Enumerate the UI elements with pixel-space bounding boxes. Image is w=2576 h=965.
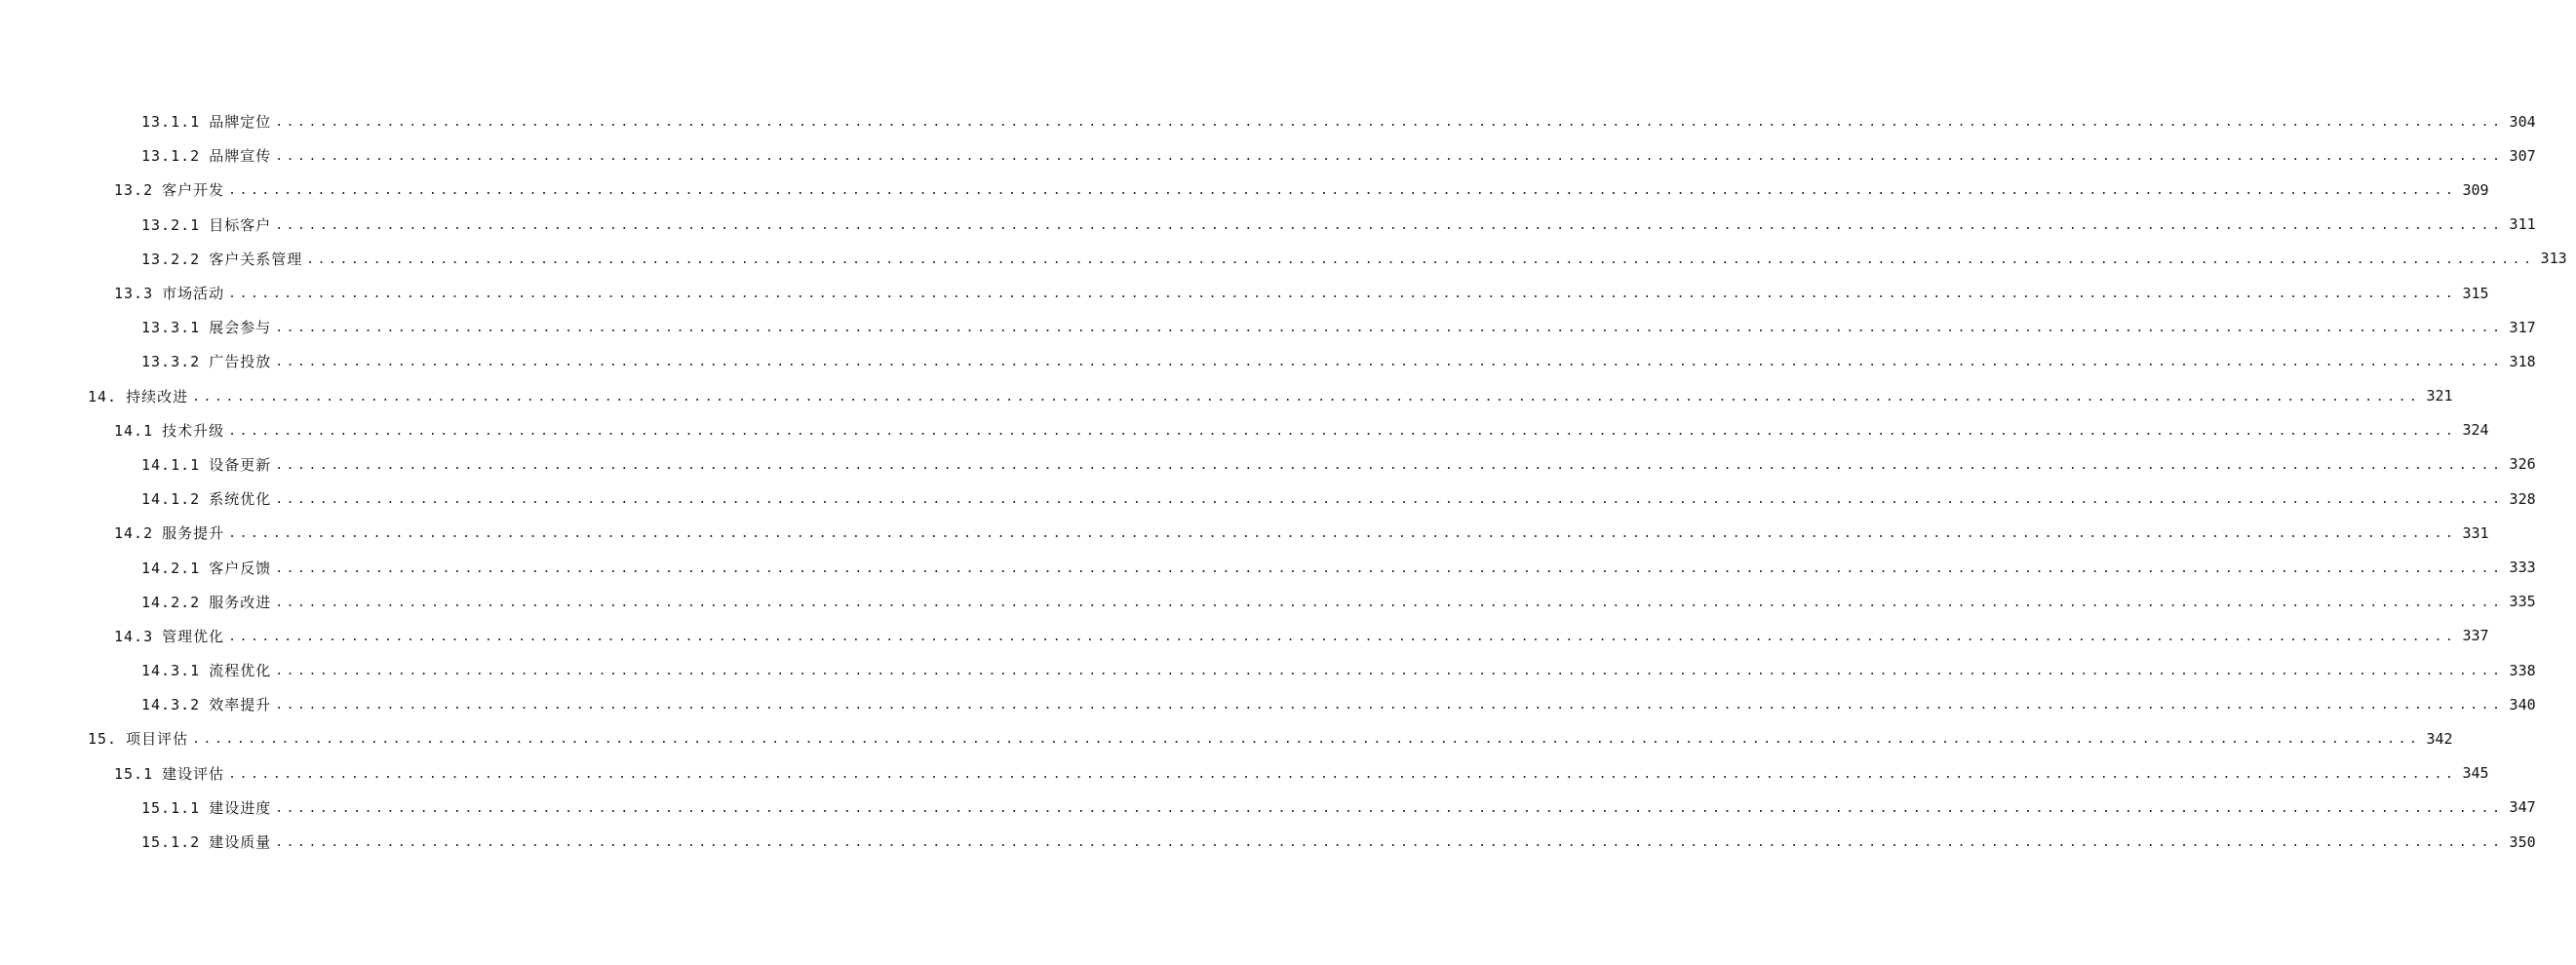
- dot-leader: ........................................................................................................................................................................................................: [275, 835, 2504, 851]
- toc-entry-title: 效率提升: [209, 696, 272, 714]
- toc-entry-label: [141, 488, 271, 509]
- toc-entry-title: 流程优化: [209, 662, 272, 680]
- toc-entry-number: 13.3.1: [141, 319, 201, 337]
- toc-entry-number: 14.: [88, 387, 118, 405]
- toc-entry-title: 建设评估: [162, 764, 225, 783]
- toc-entry-title: 项目评估: [126, 730, 189, 749]
- toc-entry-number: 13.3: [114, 285, 154, 303]
- toc-entry-label: [88, 386, 188, 406]
- dot-leader: ........................................................................................................................................................................................................: [228, 423, 2457, 439]
- dot-leader: ........................................................................................................................................................................................................: [275, 457, 2504, 473]
- toc-entry-page-number: 340: [2509, 695, 2536, 714]
- toc-entry[interactable]: [0, 310, 2536, 344]
- toc-entry-page-number: 304: [2509, 112, 2536, 131]
- dot-leader: ........................................................................................................................................................................................................: [275, 149, 2504, 165]
- toc-entry-number: 13.3.2: [141, 353, 201, 371]
- dot-leader: ........................................................................................................................................................................................................: [275, 492, 2504, 508]
- toc-entry-number: 14.3.2: [141, 696, 201, 714]
- toc-entry-page-number: 326: [2509, 455, 2536, 474]
- dot-leader: ........................................................................................................................................................................................................: [275, 355, 2504, 370]
- dot-leader: ........................................................................................................................................................................................................: [228, 766, 2457, 782]
- toc-entry-title: 服务提升: [162, 524, 225, 543]
- toc-entry-title: 广告投放: [209, 353, 272, 371]
- toc-entry-label: [141, 694, 271, 714]
- toc-entry-number: 15.1.1: [141, 798, 201, 817]
- toc-entry-title: 客户开发: [162, 181, 225, 200]
- toc-entry-number: 14.2: [114, 524, 154, 543]
- toc-entry-label: [114, 179, 224, 200]
- toc-entry-number: 14.1.2: [141, 490, 201, 509]
- toc-entry-page-number: 342: [2426, 729, 2453, 748]
- toc-entry-label: [141, 351, 271, 371]
- toc-entry-number: 15.1: [114, 764, 154, 783]
- toc-entry[interactable]: [0, 173, 2489, 207]
- toc-entry-page-number: 309: [2462, 180, 2489, 199]
- toc-entry-label: [141, 592, 271, 612]
- toc-entry-label: [141, 660, 271, 680]
- toc-entry[interactable]: [0, 825, 2536, 859]
- dot-leader: ........................................................................................................................................................................................................: [192, 732, 2421, 748]
- toc-entry-label: [141, 145, 271, 166]
- toc-entry-label: [114, 522, 224, 543]
- dot-leader: ........................................................................................................................................................................................................: [192, 389, 2421, 405]
- toc-entry-number: 13.1.1: [141, 113, 201, 132]
- toc-entry-page-number: 311: [2509, 215, 2536, 234]
- dot-leader: ........................................................................................................................................................................................................: [275, 217, 2504, 233]
- toc-entry-title: 目标客户: [209, 215, 272, 234]
- table-of-contents: [0, 104, 2567, 859]
- toc-entry-title: 品牌宣传: [209, 147, 272, 166]
- toc-entry-number: 15.1.2: [141, 833, 201, 852]
- dot-leader: ........................................................................................................................................................................................................: [275, 800, 2504, 816]
- toc-entry-title: 客户关系管理: [209, 250, 303, 268]
- toc-entry[interactable]: [0, 516, 2489, 550]
- toc-entry-label: [141, 454, 271, 475]
- toc-entry-title: 技术升级: [162, 421, 225, 440]
- toc-entry-label: [114, 763, 224, 784]
- toc-entry-number: 13.2: [114, 181, 154, 200]
- toc-entry-page-number: 307: [2509, 146, 2536, 165]
- toc-entry[interactable]: [0, 619, 2489, 653]
- toc-entry-label: [114, 283, 224, 303]
- toc-entry-label: [114, 626, 224, 646]
- dot-leader: ........................................................................................................................................................................................................: [228, 287, 2457, 302]
- toc-entry-page-number: 318: [2509, 352, 2536, 370]
- toc-entry[interactable]: [0, 482, 2536, 516]
- dot-leader: ........................................................................................................................................................................................................: [275, 698, 2504, 714]
- dot-leader: ........................................................................................................................................................................................................: [275, 664, 2504, 679]
- dot-leader: ........................................................................................................................................................................................................: [228, 526, 2457, 542]
- toc-entry-title: 管理优化: [162, 627, 225, 645]
- dot-leader: ........................................................................................................................................................................................................: [275, 115, 2504, 131]
- toc-entry-label: [141, 111, 271, 132]
- toc-entry-page-number: 347: [2509, 798, 2536, 817]
- toc-entry[interactable]: [0, 756, 2489, 791]
- toc-entry-label: [114, 420, 224, 441]
- toc-entry-number: 14.3.1: [141, 662, 201, 680]
- toc-entry-label: [88, 728, 188, 749]
- toc-entry[interactable]: [0, 653, 2536, 687]
- toc-entry-page-number: 313: [2540, 250, 2567, 268]
- toc-entry[interactable]: [0, 550, 2536, 584]
- toc-entry[interactable]: [0, 276, 2489, 310]
- toc-entry-label: [141, 831, 271, 852]
- toc-entry-title: 设备更新: [209, 455, 272, 474]
- toc-entry-number: 14.2.1: [141, 559, 201, 577]
- dot-leader: ........................................................................................................................................................................................................: [275, 321, 2504, 336]
- toc-entry-label: [141, 558, 271, 578]
- toc-entry-title: 市场活动: [162, 285, 225, 303]
- toc-entry[interactable]: [0, 344, 2536, 378]
- toc-entry-number: 13.1.2: [141, 147, 201, 166]
- toc-entry-page-number: 337: [2462, 627, 2489, 645]
- toc-entry-page-number: 333: [2509, 559, 2536, 577]
- toc-entry-page-number: 317: [2509, 318, 2536, 336]
- toc-entry-title: 建设进度: [209, 798, 272, 817]
- toc-entry-page-number: 315: [2462, 284, 2489, 302]
- toc-entry[interactable]: [0, 791, 2536, 825]
- toc-entry-page-number: 335: [2509, 593, 2536, 611]
- toc-entry[interactable]: [0, 413, 2489, 447]
- dot-leader: ........................................................................................................................................................................................................: [228, 183, 2457, 199]
- dot-leader: ........................................................................................................................................................................................................: [275, 560, 2504, 576]
- toc-entry[interactable]: [0, 138, 2536, 173]
- toc-entry-title: 客户反馈: [209, 559, 272, 577]
- toc-entry-title: 服务改进: [209, 593, 272, 611]
- toc-entry-page-number: 324: [2462, 421, 2489, 440]
- toc-entry-page-number: 321: [2426, 387, 2453, 405]
- dot-leader: ........................................................................................................................................................................................................: [306, 251, 2535, 267]
- toc-entry[interactable]: [0, 447, 2536, 482]
- toc-entry-page-number: 331: [2462, 523, 2489, 542]
- toc-entry[interactable]: [0, 379, 2453, 413]
- toc-entry[interactable]: [0, 585, 2536, 619]
- toc-entry-number: 13.2.2: [141, 250, 201, 268]
- toc-entry-label: [141, 214, 271, 235]
- toc-entry[interactable]: [0, 208, 2536, 242]
- toc-entry[interactable]: [0, 242, 2567, 276]
- toc-entry-number: 14.3: [114, 627, 154, 645]
- toc-entry-page-number: 338: [2509, 661, 2536, 679]
- toc-entry-label: [141, 797, 271, 818]
- toc-entry-title: 展会参与: [209, 319, 272, 337]
- toc-entry-label: [141, 317, 271, 337]
- dot-leader: ........................................................................................................................................................................................................: [275, 595, 2504, 610]
- toc-entry[interactable]: [0, 721, 2453, 755]
- toc-entry-label: [141, 249, 302, 269]
- toc-entry-title: 持续改进: [126, 387, 189, 405]
- toc-entry-number: 13.2.1: [141, 215, 201, 234]
- toc-entry-page-number: 328: [2509, 489, 2536, 508]
- toc-entry-number: 14.2.2: [141, 593, 201, 611]
- toc-entry-number: 14.1.1: [141, 455, 201, 474]
- toc-entry-number: 15.: [88, 730, 118, 749]
- dot-leader: ........................................................................................................................................................................................................: [228, 629, 2457, 644]
- toc-entry-page-number: 350: [2509, 832, 2536, 851]
- toc-entry-page-number: 345: [2462, 764, 2489, 783]
- toc-entry[interactable]: [0, 687, 2536, 721]
- toc-entry-title: 建设质量: [209, 833, 272, 852]
- toc-entry[interactable]: [0, 104, 2536, 138]
- toc-entry-title: 系统优化: [209, 490, 272, 509]
- toc-entry-number: 14.1: [114, 421, 154, 440]
- toc-entry-title: 品牌定位: [209, 113, 272, 132]
